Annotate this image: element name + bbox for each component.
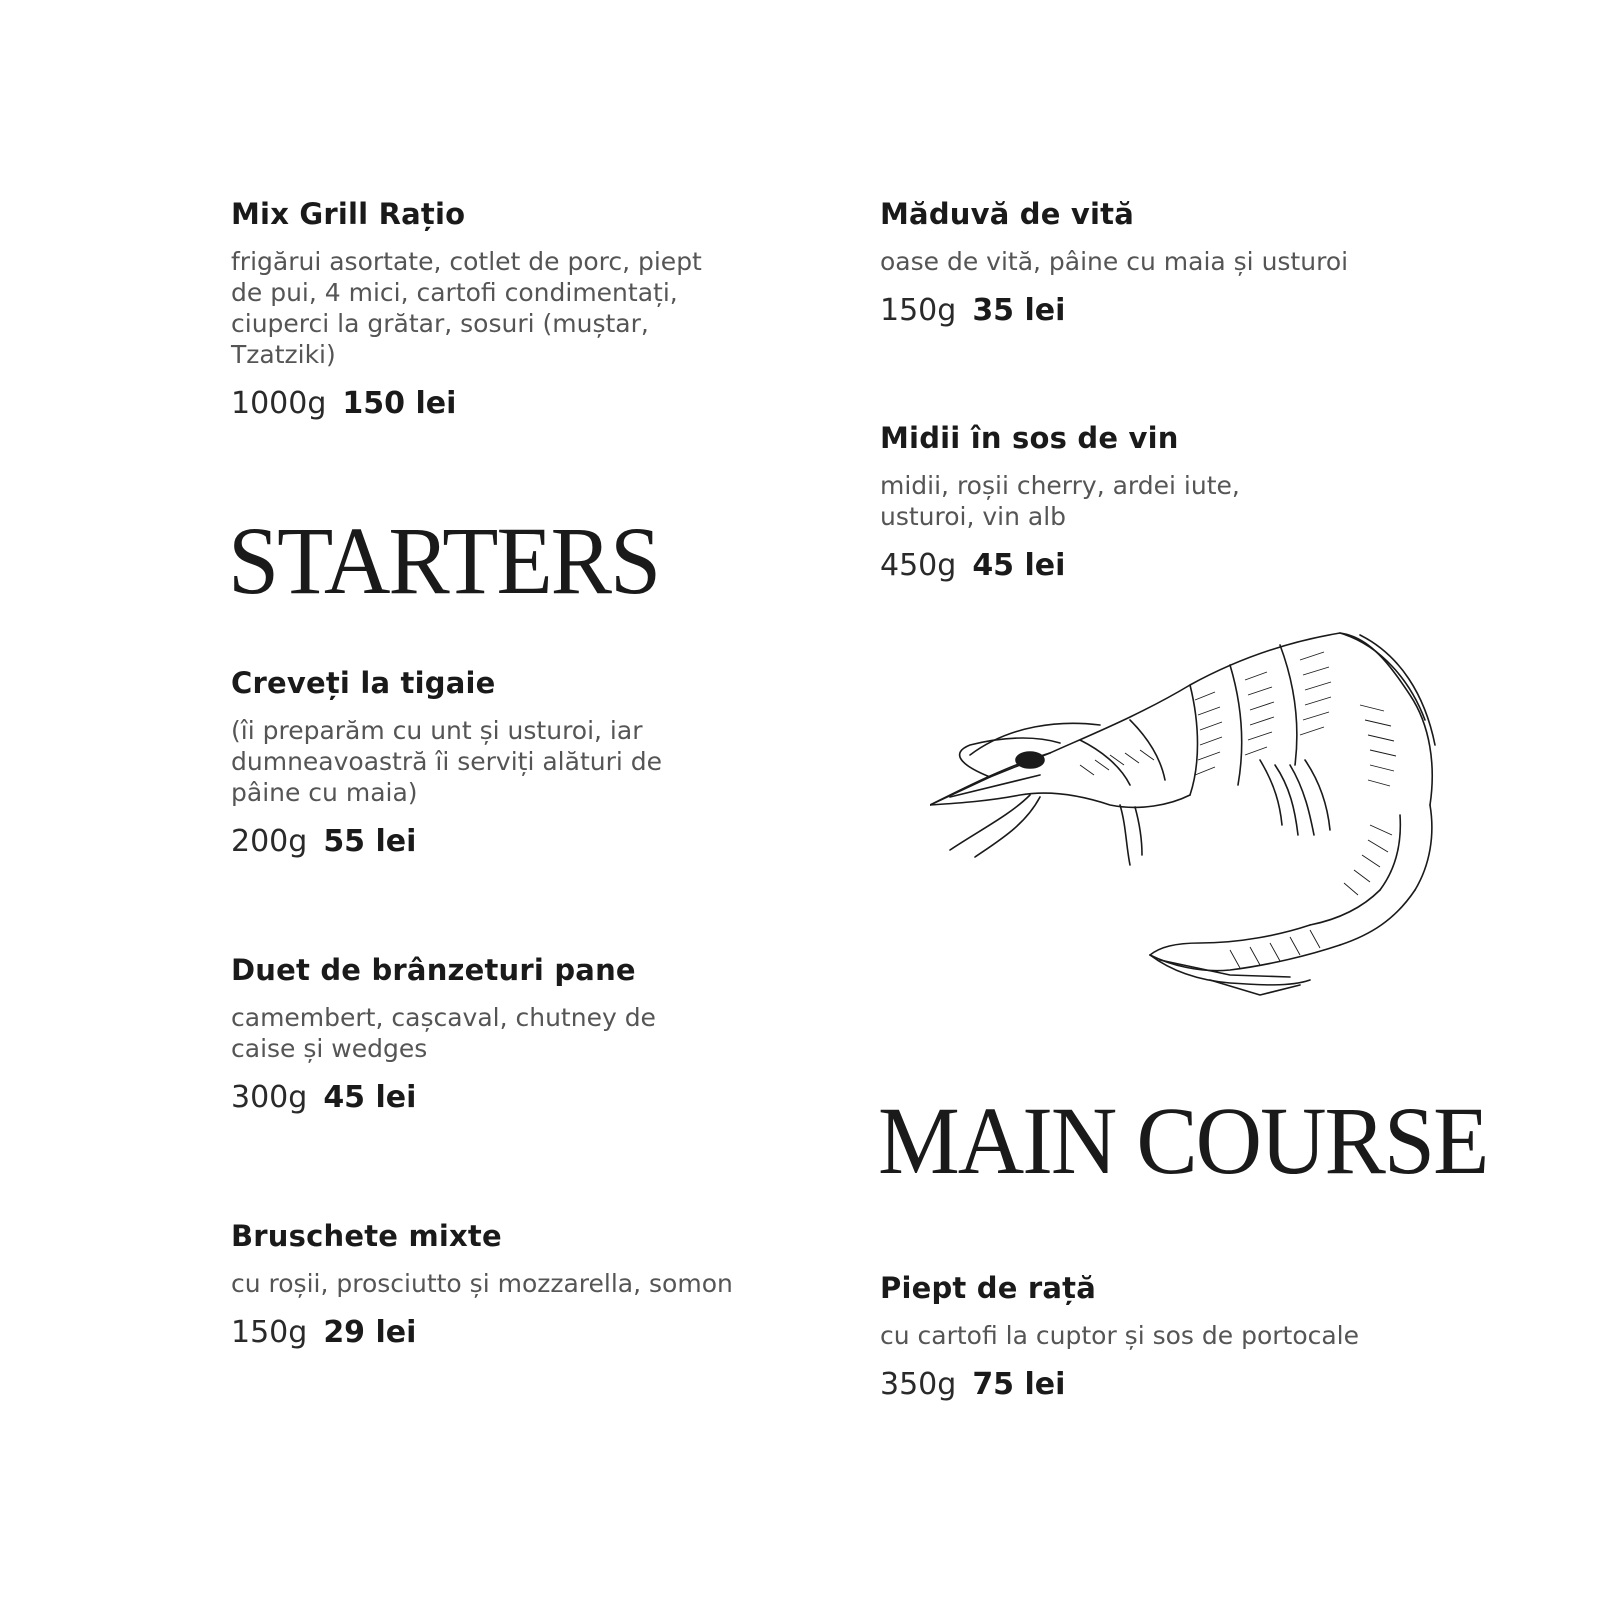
- menu-item-description: frigărui asortate, cotlet de porc, piept de pui, 4 mici, cartofi condimentați, ciuperci la grătar, sosuri (muștar, Tzatziki): [231, 247, 702, 369]
- menu-item-price-row: [880, 546, 1280, 586]
- menu-item-midii: [880, 420, 1280, 586]
- menu-item-weight: 150g: [231, 1315, 308, 1350]
- menu-item-price: 35 lei: [972, 293, 1066, 328]
- menu-item-description: oase de vită, pâine cu maia și usturoi: [880, 247, 1349, 276]
- menu-item-price-row: [231, 822, 701, 862]
- menu-item-description: (îi preparăm cu unt și usturoi, iar dumneavoastră îi serviți alături de pâine cu maia): [231, 716, 663, 807]
- menu-item-price-row: [231, 1078, 701, 1118]
- menu-item-price: 29 lei: [323, 1315, 417, 1350]
- section-heading-starters: STARTERS: [228, 506, 660, 614]
- menu-item-weight: 200g: [231, 824, 308, 859]
- menu-item-price-row: [231, 1313, 791, 1353]
- menu-item-weight: 150g: [880, 293, 957, 328]
- menu-item-price: 75 lei: [972, 1367, 1066, 1402]
- menu-item-price-row: [880, 291, 1440, 331]
- menu-item-description: camembert, cașcaval, chutney de caise și wedges: [231, 1003, 656, 1063]
- menu-item-price-row: [880, 1365, 1440, 1405]
- menu-item-weight: 350g: [880, 1367, 957, 1402]
- shrimp-illustration: [930, 625, 1470, 1010]
- menu-item-name: Piept de rață: [880, 1271, 1097, 1305]
- menu-item-name: Creveți la tigaie: [231, 666, 496, 700]
- menu-item-description: midii, roșii cherry, ardei iute, usturoi, vin alb: [880, 471, 1240, 531]
- menu-item-price-row: [231, 384, 731, 424]
- menu-item-description: cu roșii, prosciutto și mozzarella, somon: [231, 1269, 733, 1298]
- menu-item-name: Mix Grill Rațio: [231, 197, 466, 231]
- menu-item-duet: [231, 952, 701, 1118]
- menu-item-weight: 1000g: [231, 386, 327, 421]
- menu-item-price: 45 lei: [323, 1080, 417, 1115]
- menu-item-price: 45 lei: [972, 548, 1066, 583]
- menu-item-name: Măduvă de vită: [880, 197, 1135, 231]
- menu-item-creveti: [231, 665, 701, 862]
- menu-item-piept-rata: [880, 1270, 1440, 1405]
- menu-item-weight: 300g: [231, 1080, 308, 1115]
- menu-item-description: cu cartofi la cuptor și sos de portocale: [880, 1321, 1360, 1350]
- menu-item-price: 150 lei: [342, 386, 457, 421]
- menu-item-name: Midii în sos de vin: [880, 421, 1179, 455]
- section-heading-main-course: MAIN COURSE: [878, 1086, 1488, 1194]
- menu-item-price: 55 lei: [323, 824, 417, 859]
- menu-item-maduva: [880, 196, 1440, 331]
- menu-item-weight: 450g: [880, 548, 957, 583]
- menu-item-name: Duet de brânzeturi pane: [231, 953, 636, 987]
- menu-item-bruschete: [231, 1218, 791, 1353]
- menu-item-name: Bruschete mixte: [231, 1219, 502, 1253]
- menu-item-mix-grill: [231, 196, 731, 424]
